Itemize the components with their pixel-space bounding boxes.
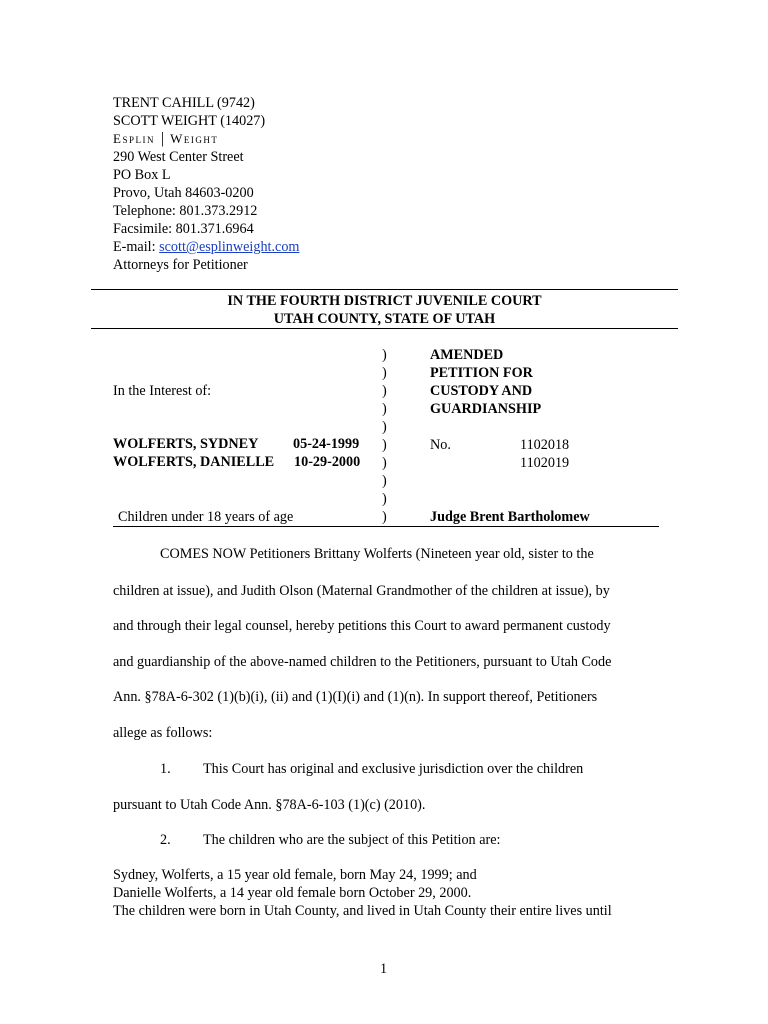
child-description-2: Danielle Wolferts, a 14 year old female born October 29, 2000. — [113, 885, 472, 901]
caption-paren: ) — [382, 419, 387, 435]
firm-name — [113, 130, 218, 148]
telephone: Telephone: 801.373.2912 — [113, 203, 258, 219]
item-1-line-1: This Court has original and exclusive jurisdiction over the children — [203, 761, 584, 777]
item-1-line-2: pursuant to Utah Code Ann. §78A-6-103 (1)(c) (2010). — [113, 797, 426, 813]
paragraph-1-line-5: Ann. §78A-6-302 (1)(b)(i), (ii) and (1)(I)(i) and (1)(n). In support thereof, Petitioners — [113, 689, 598, 705]
child-2-dob: 10-29-2000 — [294, 454, 361, 470]
paragraph-1-line-2: children at issue), and Judith Olson (Maternal Grandmother of the children at issue), by — [113, 583, 610, 599]
firm-name-right: Weight — [170, 131, 219, 146]
item-2-line-1: The children who are the subject of this Petition are: — [203, 832, 501, 848]
petition-title-3: CUSTODY AND — [430, 383, 533, 399]
page-number: 1 — [380, 961, 388, 977]
paragraph-1-line-1: COMES NOW Petitioners Brittany Wolferts (Nineteen year old, sister to the — [160, 546, 594, 562]
caption-paren: ) — [382, 491, 387, 507]
child-2-name: WOLFERTS, DANIELLE — [113, 454, 275, 470]
judge-name: Judge Brent Bartholomew — [430, 509, 590, 525]
case-number-label: No. — [430, 437, 451, 453]
item-2-number: 2. — [160, 832, 171, 848]
caption-paren: ) — [382, 437, 387, 453]
court-top-rule — [91, 289, 678, 290]
paragraph-1-line-6: allege as follows: — [113, 725, 213, 741]
child-1-dob: 05-24-1999 — [293, 436, 360, 452]
paragraph-1-line-3: and through their legal counsel, hereby petitions this Court to award permanent custody — [113, 618, 611, 634]
caption-bottom-rule — [113, 526, 659, 527]
firm-name-separator: | — [160, 130, 165, 147]
address-line-2: PO Box L — [113, 167, 171, 183]
petition-title-2: PETITION FOR — [430, 365, 533, 381]
attorney-role: Attorneys for Petitioner — [113, 257, 248, 273]
caption-paren: ) — [382, 383, 387, 399]
address-line-1: 290 West Center Street — [113, 149, 244, 165]
case-number-1: 1102018 — [520, 437, 570, 453]
facsimile: Facsimile: 801.371.6964 — [113, 221, 254, 237]
paragraph-1-line-4: and guardianship of the above-named children to the Petitioners, pursuant to Utah Code — [113, 654, 612, 670]
children-note: Children under 18 years of age — [118, 509, 294, 525]
email-line — [113, 238, 299, 256]
email-link[interactable]: scott@esplinweight.com — [159, 239, 300, 255]
court-bottom-rule — [91, 328, 678, 329]
caption-paren: ) — [382, 401, 387, 417]
caption-paren: ) — [382, 365, 387, 381]
attorney-name-2: SCOTT WEIGHT (14027) — [113, 113, 266, 129]
child-description-1: Sydney, Wolferts, a 15 year old female, born May 24, 1999; and — [113, 867, 477, 883]
petition-title-1: AMENDED — [430, 347, 504, 363]
caption-paren: ) — [382, 455, 387, 471]
petition-title-4: GUARDIANSHIP — [430, 401, 542, 417]
case-number-2: 1102019 — [520, 455, 570, 471]
caption-paren: ) — [382, 509, 387, 525]
attorney-name-1: TRENT CAHILL (9742) — [113, 95, 255, 111]
item-1-number: 1. — [160, 761, 171, 777]
child-1-name: WOLFERTS, SYDNEY — [113, 436, 259, 452]
court-name: IN THE FOURTH DISTRICT JUVENILE COURT — [227, 293, 542, 309]
interest-label: In the Interest of: — [113, 383, 212, 399]
court-county: UTAH COUNTY, STATE OF UTAH — [273, 311, 496, 327]
address-line-3: Provo, Utah 84603-0200 — [113, 185, 254, 201]
caption-paren: ) — [382, 473, 387, 489]
email-label: E-mail: — [113, 239, 160, 255]
firm-name-left: Esplin — [113, 131, 155, 146]
child-description-3: The children were born in Utah County, and lived in Utah County their entire lives until — [113, 903, 612, 919]
caption-paren: ) — [382, 347, 387, 363]
